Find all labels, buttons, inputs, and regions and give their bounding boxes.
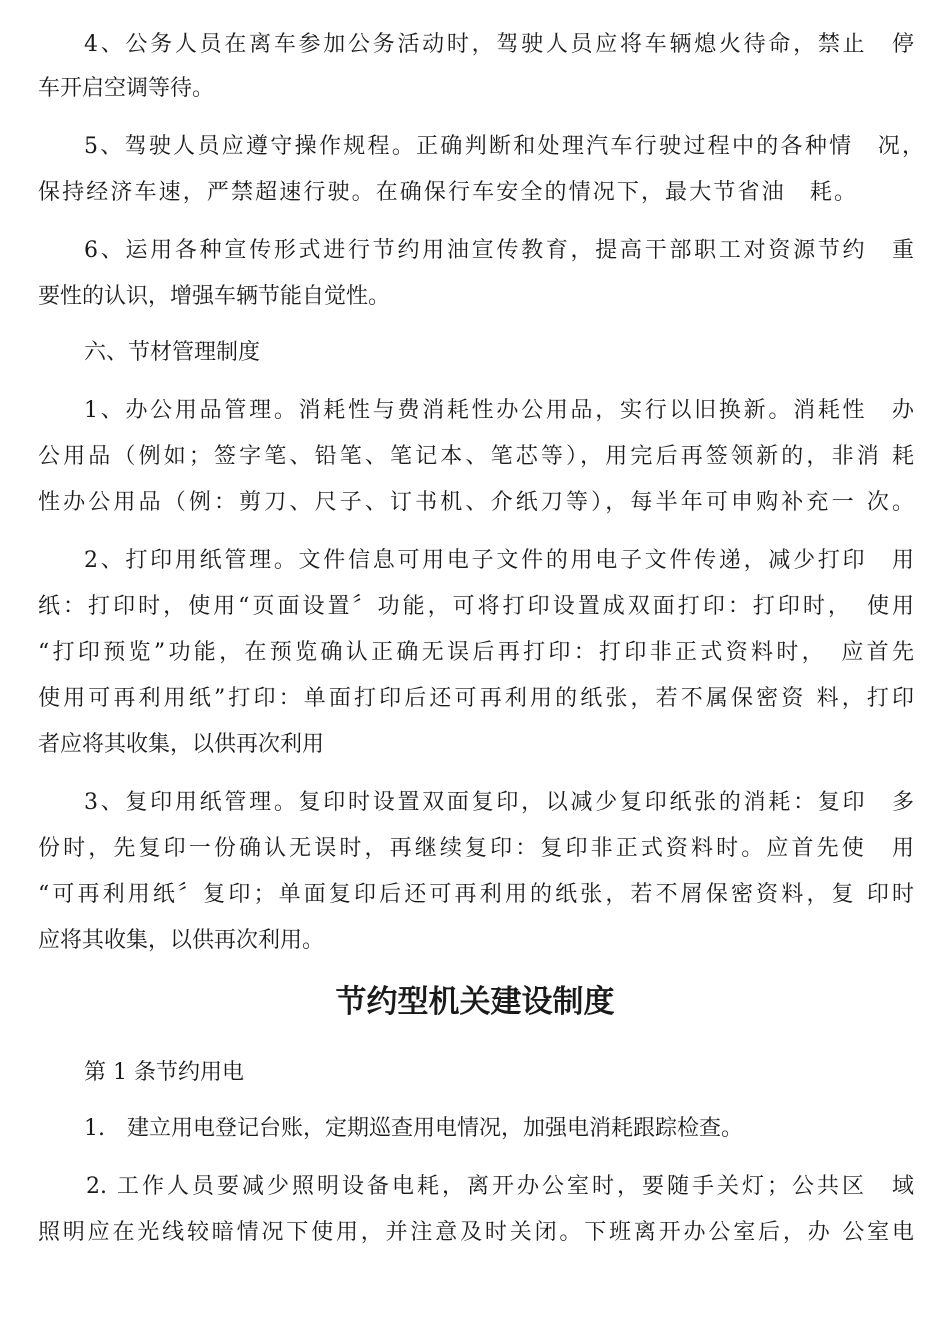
paragraph-line: “打印预览”功能，在预览确认正确无误后再打印：打印非正式资料时， 应首先 [38,640,914,665]
section-heading: 六、节材管理制度 [84,340,261,365]
paragraph-line: 1. 建立用电登记台账，定期巡查用电情况，加强电消耗跟踪检查。 [84,1116,743,1141]
paragraph-line: 保持经济车速，严禁超速行驶。在确保行车安全的情况下，最大节省油 耗。 [38,180,856,205]
paragraph-line: 性办公用品（例：剪刀、尺子、订书机、介纸刀等），每半年可申购补充一 次。 [38,490,914,515]
paragraph-line: 1、办公用品管理。消耗性与费消耗性办公用品，实行以旧换新。消耗性 办 [84,398,914,423]
paragraph-line: 公用品（例如；签字笔、铅笔、笔记本、笔芯等），用完后再签领新的，非消 耗 [38,444,914,469]
paragraph-line: 纸：打印时，使用“页面设置〞功能，可将打印设置成双面打印：打印时， 使用 [38,594,914,619]
paragraph-line: 5、驾驶人员应遵守操作规程。正确判断和处理汽车行驶过程中的各种情 况， [84,134,924,159]
paragraph-line: 3、复印用纸管理。复印时设置双面复印，以减少复印纸张的消耗：复印 多 [84,790,914,815]
article-heading: 第 1 条节约用电 [84,1060,244,1085]
paragraph-line: 车开启空调等待。 [38,76,215,101]
paragraph-line: 4、公务人员在离车参加公务活动时，驾驶人员应将车辆熄火待命，禁止 停 [84,32,914,57]
paragraph-line: 2. 工作人员要减少照明设备电耗，离开办公室时，要随手关灯；公共区 域 [86,1174,914,1199]
paragraph-line: “可再利用纸〞复印；单面复印后还可再利用的纸张，若不屑保密资料，复 印时 [38,882,914,907]
document-title: 节约型机关建设制度 [335,984,615,1020]
paragraph-line: 2、打印用纸管理。文件信息可用电子文件的用电子文件传递，减少打印 用 [84,548,914,573]
paragraph-line: 应将其收集，以供再次利用。 [38,928,325,953]
paragraph-line: 使用可再利用纸”打印：单面打印后还可再利用的纸张，若不属保密资 料，打印 [38,686,914,711]
paragraph-line: 6、运用各种宣传形式进行节约用油宣传教育，提高干部职工对资源节约 重 [84,238,914,263]
paragraph-line: 照明应在光线较暗情况下使用，并注意及时关闭。下班离开办公室后，办 公室电 [38,1220,914,1245]
paragraph-line: 份时，先复印一份确认无误时，再继续复印：复印非正式资料时。应首先使 用 [38,836,914,861]
paragraph-line: 要性的认识，增强车辆节能自觉性。 [38,284,391,309]
paragraph-line: 者应将其收集，以供再次利用 [38,732,325,757]
